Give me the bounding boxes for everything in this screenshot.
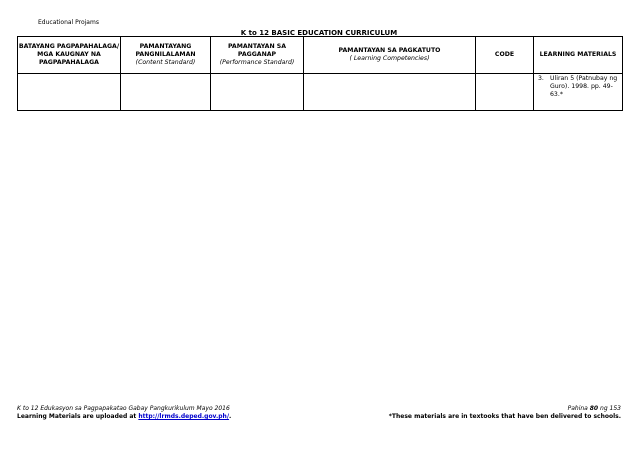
cell-learning-materials — [534, 74, 623, 111]
table-row — [18, 74, 623, 111]
table-header-row — [18, 37, 623, 74]
footer-upload-note: Learning Materials are uploaded at http://lrmds.deped.gov.ph/. — [17, 413, 232, 421]
material-text: Uliran 5 (Patnubay ng Guro). 1998. pp. 49-63.* — [550, 75, 618, 98]
header-content-standard: PAMANTAYANG PANGNILALAMAN (Content Standard) — [121, 37, 211, 74]
material-number: 3. — [538, 75, 544, 82]
materials-note: *These materials are in textooks that have ben delivered to schools. — [388, 413, 621, 421]
page-indicator: Pahina 80 ng 153 — [567, 405, 621, 412]
cell-learning-competencies — [304, 74, 476, 111]
cell-code — [476, 74, 534, 111]
header-learning-materials: LEARNING MATERIALS — [534, 37, 623, 74]
header-learning-competencies: PAMANTAYAN SA PAGKATUTO ( Learning Competencies) — [304, 37, 476, 74]
header-performance-standard: PAMANTAYAN SA PAGGANAP (Performance Standard) — [211, 37, 304, 74]
cell-batayang — [18, 74, 121, 111]
header-label: Educational Projams — [38, 19, 99, 26]
header-batayang-pagpapahalaga: BATAYANG PAGPAPAHALAGA/ MGA KAUGNAY NA PAGPAPAHALAGA — [18, 37, 121, 74]
footer-left — [17, 405, 231, 422]
list-item — [534, 74, 622, 98]
cell-performance-standard — [211, 74, 304, 111]
document-title: K to 12 BASIC EDUCATION CURRICULUM — [240, 29, 398, 37]
curriculum-table — [17, 36, 623, 111]
footer-right — [389, 405, 621, 422]
footer-guide-title: K to 12 Edukasyon sa Pagpapakatao Gabay Pangkurikulum Mayo 2016 — [17, 405, 230, 412]
lrmds-link[interactable]: http://lrmds.deped.gov.ph/ — [138, 413, 230, 421]
cell-content-standard — [121, 74, 211, 111]
page-number: 80 — [589, 405, 599, 412]
header-code: CODE — [476, 37, 534, 74]
